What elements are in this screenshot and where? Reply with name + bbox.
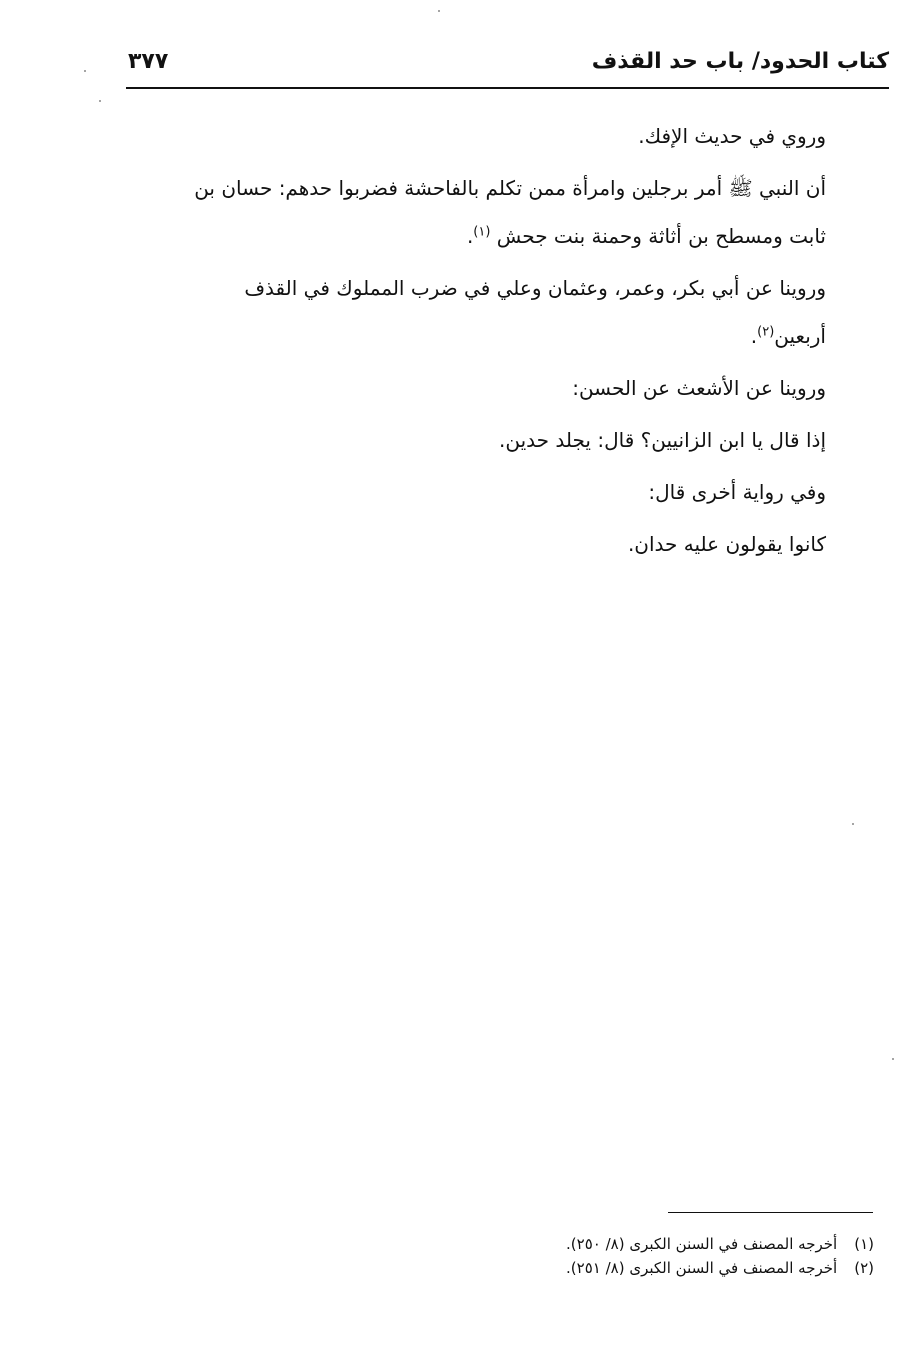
paragraph-slave-line-1: [126, 264, 826, 312]
paragraph-text: إذا قال يا ابن الزانيين؟ قال: يجلد حدين.: [499, 428, 826, 452]
paragraph-text: ثابت ومسطح بن أثاثة وحمنة بنت جحش: [496, 224, 826, 248]
footnote-1: [374, 1232, 874, 1256]
paragraph-ashath: [126, 364, 826, 412]
paragraph-text: وروي في حديث الإفك.: [638, 124, 826, 148]
paragraph-slave-line-2: [126, 312, 826, 360]
scan-speck: [892, 1058, 894, 1060]
paragraph-two-punishments: [126, 416, 826, 464]
scan-speck: [84, 70, 86, 72]
paragraph-text: أن النبي ﷺ أمر برجلين وامرأة ممن تكلم بالفاحشة فضربوا حدهم: حسان بن: [194, 176, 826, 200]
paragraph-text: وفي رواية أخرى قال:: [648, 480, 826, 504]
footnote-number: (٢): [854, 1259, 874, 1277]
paragraph-punishment-line-2: [126, 212, 826, 260]
main-text: [126, 112, 826, 568]
footnote-number: (١): [854, 1235, 874, 1253]
sentence-end: .: [750, 324, 758, 348]
running-header: [126, 42, 889, 90]
paragraph-they-used-to-say: [126, 520, 826, 568]
sentence-end: .: [466, 224, 474, 248]
scan-speck: [438, 10, 440, 12]
footnote-text: أخرجه المصنف في السنن الكبرى (٨/ ٢٥١).: [566, 1259, 838, 1277]
paragraph-text: وروينا عن أبي بكر، وعمر، وعثمان وعلي في ضرب المملوك في القذف: [244, 276, 826, 300]
paragraph-other-narration: [126, 468, 826, 516]
header-divider: [126, 87, 889, 89]
scan-speck: [852, 823, 854, 825]
footnote-divider: [668, 1212, 873, 1213]
paragraph-punishment-line-1: [126, 164, 826, 212]
footnotes: [374, 1232, 874, 1280]
paragraph-ifk: [126, 112, 826, 160]
paragraph-text: وروينا عن الأشعث عن الحسن:: [572, 376, 826, 400]
paragraph-text: أربعين: [774, 324, 826, 348]
footnote-text: أخرجه المصنف في السنن الكبرى (٨/ ٢٥٠).: [566, 1235, 838, 1253]
chapter-title: كتاب الحدود/ باب حد القذف: [591, 49, 889, 74]
footnote-reference-1[interactable]: (١): [473, 224, 491, 240]
footnote-2: [374, 1256, 874, 1280]
paragraph-text: كانوا يقولون عليه حدان.: [627, 532, 826, 556]
scan-speck: [99, 100, 101, 102]
footnote-reference-2[interactable]: (٢): [757, 324, 775, 340]
page-number: ٣٧٧: [128, 49, 169, 74]
